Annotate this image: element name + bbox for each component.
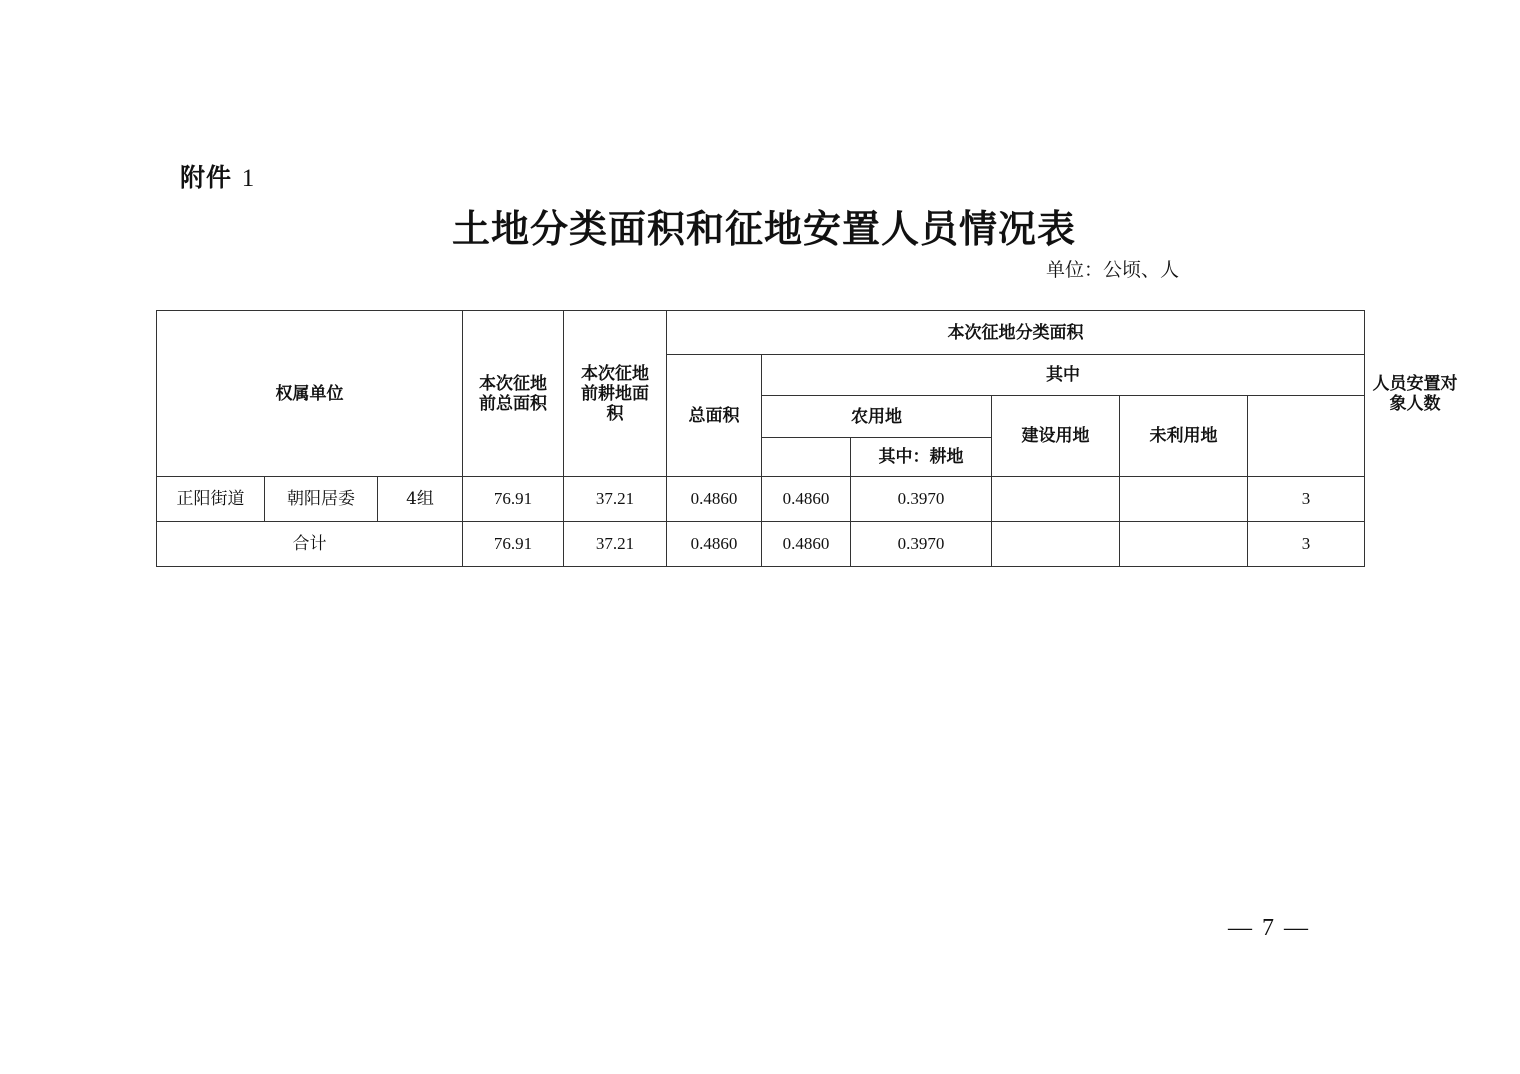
header-construction: 建设用地 bbox=[992, 396, 1120, 477]
cell-total-construction bbox=[992, 522, 1120, 567]
cell-total-people: 3 bbox=[1248, 522, 1365, 567]
header-total-area: 总面积 bbox=[667, 355, 762, 477]
cell-unused bbox=[1120, 477, 1248, 522]
cell-people: 3 bbox=[1248, 477, 1365, 522]
header-agricultural: 农用地 bbox=[762, 396, 992, 438]
unit-note: 单位：公顷、人 bbox=[1046, 259, 1180, 281]
header-classified-area: 本次征地分类面积 bbox=[667, 311, 1365, 355]
cell-total-area: 0.4860 bbox=[667, 477, 762, 522]
header-owner-unit: 权属单位 bbox=[157, 311, 463, 477]
cell-total-agricultural: 0.4860 bbox=[762, 522, 851, 567]
page-number: — 7 — bbox=[1228, 915, 1310, 941]
attachment-label bbox=[180, 158, 255, 194]
header-of-which: 其中 bbox=[762, 355, 1365, 396]
cell-total-before: 76.91 bbox=[463, 477, 564, 522]
land-classification-table: 权属单位 本次征地前总面积 本次征地前耕地面积 本次征地分类面积 人员安置对象人数 总面积 其中 农用地 建设用地 未利用地 其中：耕地 正阳街道 朝阳居委 4组 76.91 37.21 0.4860 0.4860 0.3970 3 合计 76.91 37.21 0.4860 0.4860 0.3970 3 bbox=[156, 310, 1365, 567]
attachment-number: 1 bbox=[241, 165, 256, 192]
cell-total-total-before: 76.91 bbox=[463, 522, 564, 567]
cell-arable-before: 37.21 bbox=[564, 477, 667, 522]
cell-total-unused bbox=[1120, 522, 1248, 567]
cell-agricultural: 0.4860 bbox=[762, 477, 851, 522]
page-title: 土地分类面积和征地安置人员情况表 bbox=[451, 206, 1076, 251]
cell-arable: 0.3970 bbox=[851, 477, 992, 522]
cell-total-arable: 0.3970 bbox=[851, 522, 992, 567]
header-unused: 未利用地 bbox=[1120, 396, 1248, 477]
cell-street: 正阳街道 bbox=[157, 477, 265, 522]
total-row bbox=[157, 522, 1365, 567]
cell-group: 4组 bbox=[378, 477, 463, 522]
cell-construction bbox=[992, 477, 1120, 522]
header-of-which-arable: 其中：耕地 bbox=[851, 438, 992, 477]
table-row bbox=[157, 477, 1365, 522]
cell-total-total-area: 0.4860 bbox=[667, 522, 762, 567]
header-arable-area-before: 本次征地前耕地面积 bbox=[564, 311, 667, 477]
header-agricultural-spacer bbox=[762, 438, 851, 477]
cell-total-arable-before: 37.21 bbox=[564, 522, 667, 567]
cell-total-label: 合计 bbox=[157, 522, 463, 567]
cell-committee: 朝阳居委 bbox=[265, 477, 378, 522]
header-total-area-before: 本次征地前总面积 bbox=[463, 311, 564, 477]
attachment-label-text: 附件 bbox=[180, 163, 233, 192]
